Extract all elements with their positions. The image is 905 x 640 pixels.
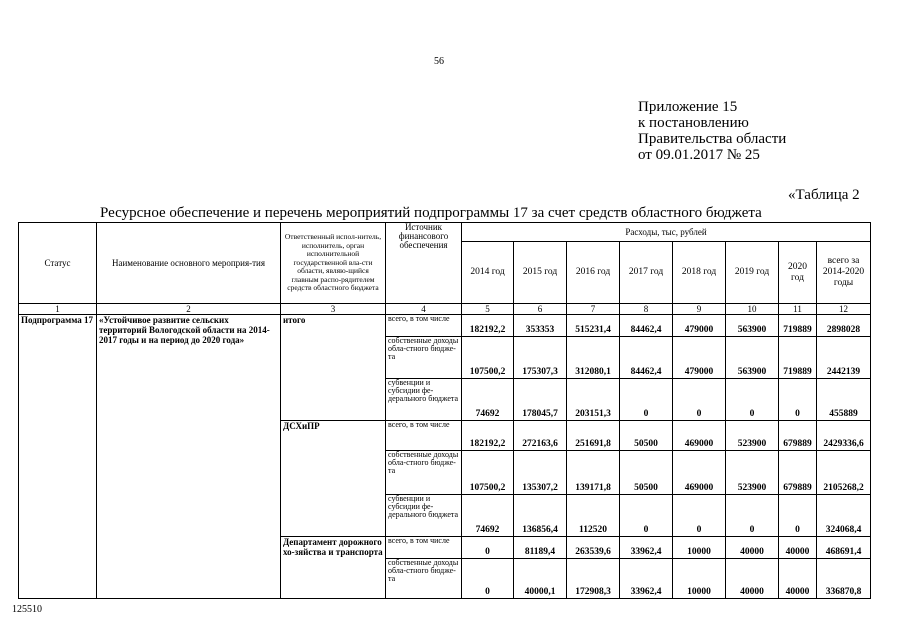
value-cell: 50500 <box>620 451 673 495</box>
index-cell: 11 <box>779 304 817 315</box>
value-cell: 136856,4 <box>514 495 567 537</box>
header-expenses: Расходы, тыс, рублей <box>462 223 871 242</box>
value-cell: 81189,4 <box>514 537 567 559</box>
header-status: Статус <box>19 223 97 304</box>
header-year-2019: 2019 год <box>726 242 779 304</box>
value-cell: 40000,1 <box>514 559 567 599</box>
index-cell: 6 <box>514 304 567 315</box>
measure-cell: «Устойчивое развитие сельских территорий Вологодской области на 2014-2017 годы и на период до 2020 года» <box>97 315 281 599</box>
value-cell: 563900 <box>726 315 779 337</box>
header-year-2020: 2020 год <box>779 242 817 304</box>
source-cell: собственные доходы обла-стного бюдже-та <box>386 337 462 379</box>
source-cell: всего, в том числе <box>386 421 462 451</box>
value-cell: 0 <box>673 495 726 537</box>
value-cell: 0 <box>779 379 817 421</box>
value-cell: 515231,4 <box>567 315 620 337</box>
page-number: 56 <box>434 56 444 67</box>
value-cell: 74692 <box>462 495 514 537</box>
value-cell: 2442139 <box>817 337 871 379</box>
appendix-line-1: Приложение 15 <box>638 99 738 115</box>
value-cell: 178045,7 <box>514 379 567 421</box>
value-cell: 2105268,2 <box>817 451 871 495</box>
value-cell: 679889 <box>779 451 817 495</box>
resource-table <box>18 222 871 599</box>
value-cell: 455889 <box>817 379 871 421</box>
index-cell: 7 <box>567 304 620 315</box>
document-title: Ресурсное обеспечение и перечень мероприятий подпрограммы 17 за счет средств областного бюджета <box>100 205 762 221</box>
index-cell: 4 <box>386 304 462 315</box>
value-cell: 172908,3 <box>567 559 620 599</box>
value-cell: 33962,4 <box>620 559 673 599</box>
value-cell: 324068,4 <box>817 495 871 537</box>
value-cell: 10000 <box>673 559 726 599</box>
value-cell: 0 <box>726 495 779 537</box>
value-cell: 523900 <box>726 421 779 451</box>
source-cell: всего, в том числе <box>386 537 462 559</box>
value-cell: 107500,2 <box>462 337 514 379</box>
value-cell: 84462,4 <box>620 337 673 379</box>
executor-cell: Департамент дорожного хо-зяйства и транспорта <box>281 537 386 599</box>
value-cell: 107500,2 <box>462 451 514 495</box>
value-cell: 0 <box>620 379 673 421</box>
value-cell: 0 <box>462 537 514 559</box>
source-cell: собственные доходы обла-стного бюдже-та <box>386 559 462 599</box>
appendix-block <box>638 99 786 163</box>
appendix-line-3: Правительства области <box>638 131 787 147</box>
index-cell: 3 <box>281 304 386 315</box>
value-cell: 40000 <box>779 537 817 559</box>
value-cell: 679889 <box>779 421 817 451</box>
value-cell: 10000 <box>673 537 726 559</box>
value-cell: 0 <box>620 495 673 537</box>
value-cell: 139171,8 <box>567 451 620 495</box>
index-cell: 10 <box>726 304 779 315</box>
header-responsible: Ответственный испол-нитель, исполнитель, орган исполнительной государственной вла-сти области, являю-щийся главным распо-рядителем средств областного бюджета <box>281 223 386 304</box>
table-label: «Таблица 2 <box>788 187 860 203</box>
header-year-2015: 2015 год <box>514 242 567 304</box>
value-cell: 523900 <box>726 451 779 495</box>
value-cell: 251691,8 <box>567 421 620 451</box>
value-cell: 33962,4 <box>620 537 673 559</box>
value-cell: 468691,4 <box>817 537 871 559</box>
value-cell: 182192,2 <box>462 421 514 451</box>
value-cell: 0 <box>462 559 514 599</box>
source-cell: субвенции и субсидии фе-дерального бюджета <box>386 495 462 537</box>
value-cell: 353353 <box>514 315 567 337</box>
value-cell: 2429336,6 <box>817 421 871 451</box>
value-cell: 84462,4 <box>620 315 673 337</box>
header-year-2014: 2014 год <box>462 242 514 304</box>
value-cell: 175307,3 <box>514 337 567 379</box>
value-cell: 479000 <box>673 315 726 337</box>
source-cell: субвенции и субсидии фе-дерального бюджета <box>386 379 462 421</box>
value-cell: 719889 <box>779 337 817 379</box>
value-cell: 40000 <box>726 537 779 559</box>
footer-code: 125510 <box>12 604 42 615</box>
value-cell: 50500 <box>620 421 673 451</box>
source-cell: собственные доходы обла-стного бюдже-та <box>386 451 462 495</box>
index-cell: 9 <box>673 304 726 315</box>
value-cell: 263539,6 <box>567 537 620 559</box>
index-cell: 1 <box>19 304 97 315</box>
header-year-2016: 2016 год <box>567 242 620 304</box>
value-cell: 312080,1 <box>567 337 620 379</box>
value-cell: 479000 <box>673 337 726 379</box>
value-cell: 0 <box>779 495 817 537</box>
table-row <box>19 315 871 337</box>
value-cell: 0 <box>726 379 779 421</box>
value-cell: 563900 <box>726 337 779 379</box>
value-cell: 40000 <box>726 559 779 599</box>
value-cell: 469000 <box>673 421 726 451</box>
status-cell: Подпрограмма 17 <box>19 315 97 599</box>
value-cell: 469000 <box>673 451 726 495</box>
header-year-2017: 2017 год <box>620 242 673 304</box>
appendix-line-2: к постановлению <box>638 115 749 131</box>
value-cell: 112520 <box>567 495 620 537</box>
header-year-2018: 2018 год <box>673 242 726 304</box>
value-cell: 2898028 <box>817 315 871 337</box>
value-cell: 135307,2 <box>514 451 567 495</box>
value-cell: 203151,3 <box>567 379 620 421</box>
value-cell: 0 <box>673 379 726 421</box>
value-cell: 272163,6 <box>514 421 567 451</box>
header-source: Источник финансового обеспечения <box>386 223 462 304</box>
value-cell: 719889 <box>779 315 817 337</box>
executor-cell: итого <box>281 315 386 421</box>
index-cell: 12 <box>817 304 871 315</box>
header-measure-name: Наименование основного мероприя-тия <box>97 223 281 304</box>
index-cell: 2 <box>97 304 281 315</box>
value-cell: 40000 <box>779 559 817 599</box>
source-cell: всего, в том числе <box>386 315 462 337</box>
appendix-line-4: от 09.01.2017 № 25 <box>638 147 760 163</box>
index-row <box>19 304 871 315</box>
value-cell: 336870,8 <box>817 559 871 599</box>
value-cell: 182192,2 <box>462 315 514 337</box>
index-cell: 5 <box>462 304 514 315</box>
value-cell: 74692 <box>462 379 514 421</box>
executor-cell: ДСХиПР <box>281 421 386 537</box>
index-cell: 8 <box>620 304 673 315</box>
header-total: всего за 2014-2020 годы <box>817 242 871 304</box>
